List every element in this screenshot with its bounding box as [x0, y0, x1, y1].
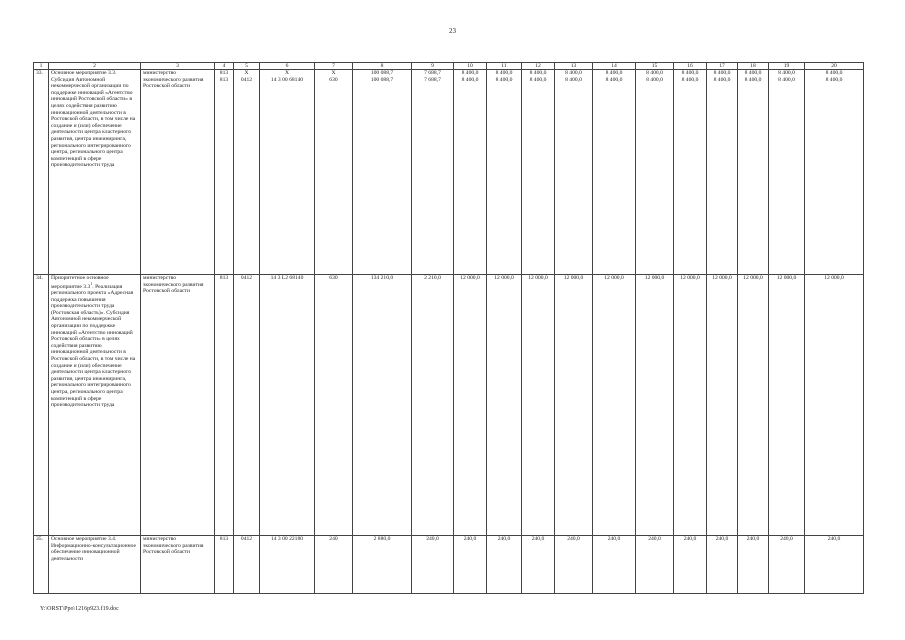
activity-name-main: Приоритетное основное мероприятие 3.3 [51, 275, 109, 290]
value-cell-col-11 [487, 70, 522, 275]
value-cell-col-16 [674, 275, 707, 536]
value-line: Х [284, 70, 290, 76]
column-number-6: 6 [260, 63, 315, 70]
value-cell-col-8 [353, 70, 412, 275]
value-cell-col-9 [412, 536, 454, 594]
value-cell-col-5 [234, 275, 260, 536]
value-line: 240,0 [746, 536, 760, 542]
value-cell-col-19 [769, 536, 805, 594]
value-cell-col-9 [412, 275, 454, 536]
budget-table-wrapper [33, 62, 863, 594]
column-number-3: 3 [141, 63, 215, 70]
column-number-15: 15 [636, 63, 674, 70]
value-cell-col-17 [707, 70, 738, 275]
value-cell-col-20 [805, 70, 864, 275]
column-number-13: 13 [555, 63, 593, 70]
value-line: 12 000,0 [824, 275, 844, 281]
value-line: 8 400,0 [461, 70, 479, 76]
document-file-path: Y:\ORST\Ppo\1216p923.f19.doc [40, 606, 119, 612]
value-cell-col-7 [315, 536, 353, 594]
value-line: 14 3 00 68140 [270, 77, 304, 83]
value-cell-col-6 [260, 275, 315, 536]
value-line: 12 000,0 [528, 275, 548, 281]
value-cell-col-13 [555, 536, 593, 594]
column-number-2: 2 [49, 63, 141, 70]
value-line: 240,0 [497, 536, 511, 542]
value-line: 8 400,0 [744, 77, 762, 83]
value-line: 813 [219, 275, 229, 281]
value-line: 8 400,0 [681, 70, 699, 76]
value-line: 2 880,0 [373, 536, 391, 542]
value-line: 8 400,0 [713, 77, 731, 83]
value-cell-col-8 [353, 275, 412, 536]
value-line: 8 400,0 [495, 70, 513, 76]
value-cell-col-19 [769, 275, 805, 536]
value-cell-col-4 [215, 70, 234, 275]
value-line: 8 400,0 [529, 77, 547, 83]
value-line: 12 000,0 [644, 275, 665, 281]
value-line: 240,0 [715, 536, 729, 542]
value-cell-col-15 [636, 275, 674, 536]
column-number-20: 20 [805, 63, 864, 70]
value-cell-col-17 [707, 536, 738, 594]
column-number-8: 8 [353, 63, 412, 70]
value-line: 8 400,0 [778, 77, 795, 83]
value-cell-col-20 [805, 536, 864, 594]
value-cell-col-19 [769, 70, 805, 275]
value-line: 8 400,0 [461, 77, 479, 83]
value-line: 100 088,7 [370, 70, 394, 76]
value-cell-col-6 [260, 70, 315, 275]
activity-name: Основное мероприятие 3.3. Субсидия Автономной некоммерческой организации по поддержке инноваций «Агентство инноваций Ростовской области» в целях содействия развитию инновационной деятельности в Ростовской области, в том числе на создание и (или) обеспечение деятельности центра кластерного развития, центра инжиниринга, регионального интегрированного центра, регионального центра компетенций в сфере производительности труда [49, 70, 141, 275]
value-cell-col-11 [487, 536, 522, 594]
value-line: 12 000,0 [776, 275, 797, 281]
page-number: 23 [449, 27, 456, 35]
row-index: 33. [34, 70, 49, 275]
value-line: 12 000,0 [604, 275, 624, 281]
value-cell-col-11 [487, 275, 522, 536]
column-number-10: 10 [454, 63, 487, 70]
value-line: 7 688,7 [424, 70, 441, 76]
value-cell-col-5 [234, 536, 260, 594]
value-line: 813 [219, 536, 229, 542]
value-cell-col-10 [454, 536, 487, 594]
value-line: Х [331, 70, 336, 76]
value-cell-col-5 [234, 70, 260, 275]
value-cell-col-10 [454, 275, 487, 536]
value-line: 8 400,0 [713, 70, 731, 76]
value-cell-col-15 [636, 70, 674, 275]
value-cell-col-12 [522, 536, 555, 594]
value-cell-col-12 [522, 275, 555, 536]
value-line: 8 400,0 [681, 77, 699, 83]
responsible-executor: министерство экономического развития Ростовской области [141, 536, 215, 594]
column-number-11: 11 [487, 63, 522, 70]
column-number-5: 5 [234, 63, 260, 70]
value-line: 12 000,0 [743, 275, 763, 281]
value-line: 8 400,0 [744, 70, 762, 76]
value-line: 0412 [240, 536, 253, 542]
value-line: 12 000,0 [460, 275, 480, 281]
value-line: 7 688,7 [424, 77, 441, 83]
value-line: 12 000,0 [712, 275, 732, 281]
value-cell-col-6 [260, 536, 315, 594]
value-line: 630 [329, 275, 338, 281]
value-cell-col-16 [674, 70, 707, 275]
value-line: 8 400,0 [605, 77, 623, 83]
value-line: 8 400,0 [778, 70, 795, 76]
value-line: 813 [219, 70, 229, 76]
value-line: 8 400,0 [529, 70, 547, 76]
value-line: 813 [219, 77, 229, 83]
value-cell-col-13 [555, 70, 593, 275]
value-line: 8 400,0 [565, 70, 582, 76]
value-line: 12 000,0 [680, 275, 700, 281]
column-number-17: 17 [707, 63, 738, 70]
value-line: 14 3 00 22180 [270, 536, 304, 542]
column-number-1: 1 [34, 63, 49, 70]
value-cell-col-7 [315, 275, 353, 536]
table-body [34, 70, 864, 594]
value-line: 240,0 [567, 536, 580, 542]
value-line: Х [244, 70, 249, 76]
value-cell-col-18 [738, 70, 769, 275]
activity-name: Основное мероприятие 3.4. Информационно-консультационное обеспечение инновационной деятельности [49, 536, 141, 594]
value-line: 100 088,7 [370, 77, 394, 83]
value-line: 8 400,0 [605, 70, 623, 76]
activity-name-rest: . Реализация регионального проекта «Адресная поддержка повышения производительности труда (Ростовская область)». Субсидия Автономной некоммерческой организации по поддержке инноваций «Агентство инноваций Ростовской области» в целях содействия развитию инновационной деятельности в Ростовской области, в том числе на создание и (или) обеспечение деятельности центра кластерного развития, центра инжиниринга, регионального интегрированного центра, регионального центра компетенций в сфере производительности труда [51, 283, 136, 409]
value-line: 0412 [240, 77, 253, 83]
activity-name-superscript: 1 [90, 280, 93, 286]
value-line: 240,0 [683, 536, 697, 542]
activity-name [49, 275, 141, 536]
value-line: 14 3 L2 68140 [270, 275, 304, 281]
value-cell-col-14 [593, 536, 636, 594]
value-line: 8 400,0 [825, 70, 843, 76]
column-number-12: 12 [522, 63, 555, 70]
value-line: 12 000,0 [563, 275, 584, 281]
value-cell-col-18 [738, 275, 769, 536]
value-cell-col-18 [738, 536, 769, 594]
value-cell-col-7 [315, 70, 353, 275]
column-number-7: 7 [315, 63, 353, 70]
responsible-executor: министерство экономического развития Ростовской области [141, 70, 215, 275]
value-line: 134 210,0 [370, 275, 394, 281]
value-line: 240,0 [463, 536, 477, 542]
value-cell-col-16 [674, 536, 707, 594]
table-row [34, 536, 864, 594]
column-number-row [34, 63, 864, 70]
value-line: 8 400,0 [565, 77, 582, 83]
value-cell-col-17 [707, 275, 738, 536]
value-line: 8 400,0 [646, 77, 663, 83]
value-cell-col-12 [522, 70, 555, 275]
value-cell-col-10 [454, 70, 487, 275]
value-cell-col-8 [353, 536, 412, 594]
value-cell-col-20 [805, 275, 864, 536]
value-line: 8 400,0 [495, 77, 513, 83]
table-row [34, 275, 864, 536]
value-line: 12 000,0 [494, 275, 514, 281]
column-number-4: 4 [215, 63, 234, 70]
row-index: 34. [34, 275, 49, 536]
value-line: 240,0 [648, 536, 661, 542]
value-line: 0412 [240, 275, 253, 281]
value-cell-col-13 [555, 275, 593, 536]
value-line: 240 [329, 536, 338, 542]
budget-table [33, 62, 864, 594]
value-cell-col-9 [412, 70, 454, 275]
column-number-19: 19 [769, 63, 805, 70]
value-line: 240,0 [780, 536, 793, 542]
table-row [34, 70, 864, 275]
value-cell-col-4 [215, 275, 234, 536]
value-line: 240,0 [531, 536, 545, 542]
value-line: 8 400,0 [825, 77, 843, 83]
value-line: 2 210,0 [424, 275, 441, 281]
value-line: 630 [329, 77, 338, 83]
value-cell-col-14 [593, 275, 636, 536]
responsible-executor: министерство экономического развития Ростовской области [141, 275, 215, 536]
value-cell-col-4 [215, 536, 234, 594]
column-number-9: 9 [412, 63, 454, 70]
value-cell-col-14 [593, 70, 636, 275]
value-cell-col-15 [636, 536, 674, 594]
row-index: 35. [34, 536, 49, 594]
value-line: 240,0 [827, 536, 841, 542]
value-line: 240,0 [426, 536, 439, 542]
value-line: 8 400,0 [646, 70, 663, 76]
value-line: 240,0 [607, 536, 621, 542]
column-number-18: 18 [738, 63, 769, 70]
column-number-14: 14 [593, 63, 636, 70]
column-number-16: 16 [674, 63, 707, 70]
